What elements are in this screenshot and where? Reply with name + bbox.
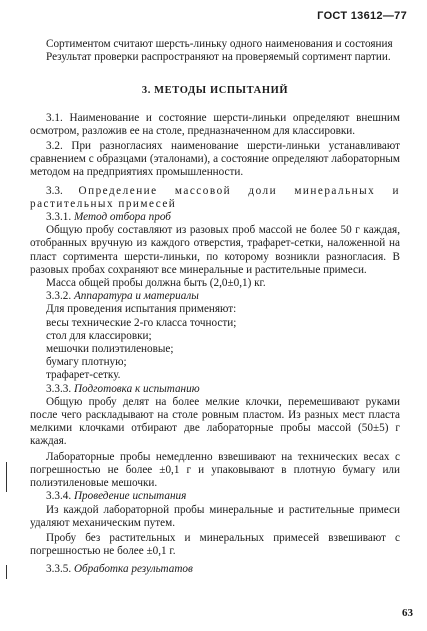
heading-3-3-3 <box>30 383 400 396</box>
heading-3-3-2 <box>30 290 400 303</box>
heading-3-3-2-text: Аппаратура и материалы <box>73 290 199 303</box>
paragraph-3-2: 3.2. При разногласиях наименование шерсти-линьки устанавливают сравнением с образцами (эталонами), а состояние определяют лабораторным методом на предприятиях промышленности. <box>30 140 400 179</box>
heading-3-3-4 <box>30 490 400 503</box>
heading-3-3-4-number: 3.3.4. <box>46 490 72 503</box>
heading-3-3-3-number: 3.3.3. <box>46 382 72 395</box>
heading-3-3-1 <box>30 211 400 224</box>
paragraph-3-3-4a: Из каждой лабораторной пробы минеральные и растительные примеси удаляют механическим путем. <box>30 503 400 529</box>
margin-revision-mark <box>6 462 7 492</box>
intro-paragraph: Сортиментом считают шерсть-линьку одного наименования и состояния <box>46 38 393 50</box>
heading-3-3-5 <box>30 563 400 576</box>
page-content <box>30 38 400 577</box>
paragraph-3-3-4b: Пробу без растительных и минеральных примесей взвешивают с погрешностью не более ±0,1 г. <box>30 531 400 558</box>
heading-3-3 <box>30 185 400 211</box>
list-item: бумагу плотную; <box>46 356 127 369</box>
heading-3-3-1-number: 3.3.1. <box>46 211 72 224</box>
heading-3-3-text: Определение массовой доли минеральных и растительных примесей <box>30 184 400 210</box>
paragraph-3-1: 3.1. Наименование и состояние шерсти-линьки определяют внешним осмотром, разложив ее на столе, предназначенном для классировки. <box>30 111 400 137</box>
list-item: стол для классировки; <box>46 329 152 342</box>
heading-3-3-1-text: Метод отбора проб <box>73 211 171 224</box>
list-item: весы технические 2-го класса точности; <box>46 316 237 329</box>
page-number: 63 <box>402 607 413 619</box>
document-header: ГОСТ 13612—77 <box>317 10 407 22</box>
paragraph-3-3-3a: Общую пробу делят на более мелкие клочки, перемешивают руками после чего раскладывают на столе ровным пластом. Из разных мест пласта мелкими клочками отбирают две лабораторные пробы массой (50±5) г каждая. <box>30 395 400 448</box>
heading-3-3-4-text: Проведение испытания <box>73 490 187 503</box>
paragraph-3-3-1a: Общую пробу составляют из разовых проб массой не более 50 г каждая, отобранных вручную из каждого отверстия, трафарет-сетки, наложенной на пласт сортимента шерсти-линьки, по которому возникли разногласия. В разовых пробах сохраняют все минеральные и растительные примеси. <box>30 224 400 276</box>
heading-3-3-number: 3.3. <box>46 184 63 197</box>
list-item: мешочки полиэтиленовые; <box>46 343 174 356</box>
list-item: трафарет-сетку. <box>46 369 121 382</box>
heading-3-3-3-text: Подготовка к испытанию <box>73 382 200 395</box>
intro-paragraph: Результат проверки распространяют на проверяемый сортимент партии. <box>46 51 391 64</box>
margin-revision-mark <box>6 565 7 579</box>
heading-3-3-2-number: 3.3.2. <box>46 290 72 303</box>
list-intro: Для проведения испытания применяют: <box>46 303 237 316</box>
section-title: 3. МЕТОДЫ ИСПЫТАНИЙ <box>141 85 289 97</box>
paragraph-3-3-3b: Лабораторные пробы немедленно взвешивают на технических весах с погрешностью не более ±0,1 г и упаковывают в плотную бумагу или полиэтиленовые мешочки. <box>30 450 400 490</box>
paragraph-3-3-1b: Масса общей пробы должна быть (2,0±0,1) кг. <box>46 277 266 290</box>
heading-3-3-5-number: 3.3.5. <box>46 563 72 576</box>
heading-3-3-5-text: Обработка результатов <box>73 563 193 576</box>
